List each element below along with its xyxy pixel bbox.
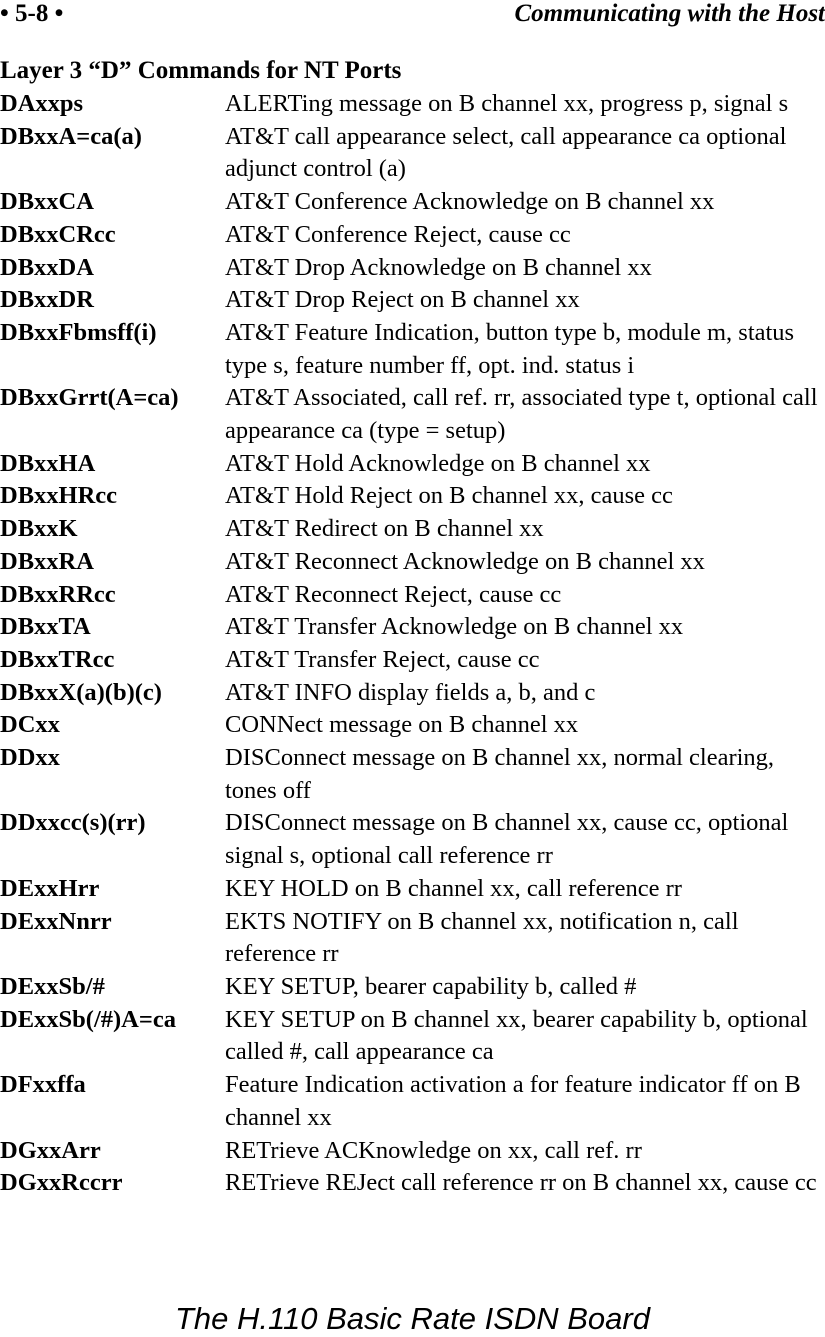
command-description: AT&T Drop Acknowledge on B channel xx [225, 253, 652, 281]
command-code: DBxxDR [0, 286, 94, 314]
command-description: Feature Indication activation a for feature indicator ff on B channel xx [225, 1071, 801, 1131]
command-list [0, 88, 825, 1200]
command-description: AT&T Hold Reject on B channel xx, cause cc [225, 482, 673, 510]
command-row [0, 252, 825, 285]
command-description: AT&T call appearance select, call appearance ca optional adjunct control (a) [225, 122, 787, 183]
command-row [0, 873, 825, 906]
command-row [0, 1069, 825, 1134]
command-row [0, 1167, 825, 1200]
command-row [0, 513, 825, 546]
command-code: DAxxps [0, 90, 84, 117]
command-description: RETrieve REJect call reference rr on B channel xx, cause cc [225, 1169, 817, 1197]
command-row [0, 709, 825, 742]
command-code: DExxSb(/#)A=ca [0, 1005, 176, 1033]
command-code: DBxxFbmsff(i) [0, 318, 157, 346]
command-description: EKTS NOTIFY on B channel xx, notification n, call reference rr [225, 907, 739, 968]
command-code: DBxxTA [0, 613, 91, 641]
command-description: AT&T Transfer Acknowledge on B channel xx [225, 613, 684, 641]
command-description: AT&T Conference Acknowledge on B channel xx [225, 188, 715, 216]
command-description: AT&T Redirect on B channel xx [225, 515, 544, 543]
command-description: KEY SETUP, bearer capability b, called # [225, 972, 637, 1000]
command-row [0, 88, 825, 121]
page-footer: The H.110 Basic Rate ISDN Board [175, 1301, 650, 1336]
command-row [0, 971, 825, 1004]
command-row [0, 579, 825, 612]
command-description: CONNect message on B channel xx [225, 711, 579, 739]
command-code: DCxx [0, 711, 60, 739]
command-code: DBxxTRcc [0, 645, 115, 673]
command-row [0, 219, 825, 252]
page-number: • 5-8 • [0, 0, 64, 27]
command-description: RETrieve ACKnowledge on xx, call ref. rr [225, 1136, 642, 1164]
command-description: AT&T Transfer Reject, cause cc [225, 645, 540, 673]
command-description: AT&T Reconnect Acknowledge on B channel xx [225, 547, 705, 575]
command-code: DDxxcc(s)(rr) [0, 809, 146, 837]
command-description: KEY HOLD on B channel xx, call reference rr [225, 874, 682, 902]
command-description: DISConnect message on B channel xx, cause cc, optional signal s, optional call reference rr [225, 809, 789, 870]
command-code: DDxx [0, 744, 60, 772]
command-code: DBxxRRcc [0, 580, 116, 608]
command-description: AT&T Drop Reject on B channel xx [225, 286, 580, 314]
command-description: AT&T INFO display fields a, b, and c [225, 678, 596, 706]
command-description: DISConnect message on B channel xx, normal clearing, tones off [225, 744, 775, 804]
command-code: DExxHrr [0, 874, 100, 902]
command-row [0, 742, 825, 807]
command-row [0, 906, 825, 971]
running-title: Communicating with the Host [514, 0, 825, 27]
command-code: DBxxDA [0, 253, 94, 281]
command-row [0, 317, 825, 382]
command-code: DBxxCA [0, 188, 94, 216]
command-code: DFxxffa [0, 1071, 86, 1099]
command-row [0, 448, 825, 481]
command-row [0, 480, 825, 513]
command-row [0, 284, 825, 317]
command-row [0, 546, 825, 579]
command-row [0, 677, 825, 710]
command-row [0, 382, 825, 447]
section-title: Layer 3 “D” Commands for NT Ports [0, 57, 402, 84]
command-row [0, 644, 825, 677]
command-row [0, 186, 825, 219]
command-description: AT&T Feature Indication, button type b, module m, status type s, feature number ff, opt. ind. status i [225, 318, 795, 379]
command-code: DBxxX(a)(b)(c) [0, 678, 162, 706]
command-code: DExxSb/# [0, 972, 105, 1000]
page-header [0, 0, 825, 34]
command-description: AT&T Associated, call ref. rr, associated type t, optional call appearance ca (type = setup) [225, 384, 818, 445]
command-code: DBxxCRcc [0, 220, 116, 248]
command-description: AT&T Reconnect Reject, cause cc [225, 580, 562, 608]
command-code: DExxNnrr [0, 907, 112, 935]
command-code: DGxxRccrr [0, 1169, 123, 1197]
command-description: AT&T Conference Reject, cause cc [225, 220, 571, 248]
command-row [0, 1004, 825, 1069]
command-description: KEY SETUP on B channel xx, bearer capability b, optional called #, call appearance ca [225, 1005, 808, 1066]
command-code: DBxxA=ca(a) [0, 122, 142, 150]
command-code: DBxxK [0, 515, 78, 543]
command-description: ALERTing message on B channel xx, progress p, signal s [225, 90, 789, 117]
command-code: DBxxHRcc [0, 482, 118, 510]
command-row [0, 611, 825, 644]
command-code: DGxxArr [0, 1136, 101, 1164]
command-description: AT&T Hold Acknowledge on B channel xx [225, 449, 651, 477]
command-row [0, 121, 825, 186]
command-code: DBxxGrrt(A=ca) [0, 384, 179, 412]
command-code: DBxxRA [0, 547, 94, 575]
command-row [0, 1135, 825, 1168]
command-code: DBxxHA [0, 449, 96, 477]
command-row [0, 807, 825, 872]
